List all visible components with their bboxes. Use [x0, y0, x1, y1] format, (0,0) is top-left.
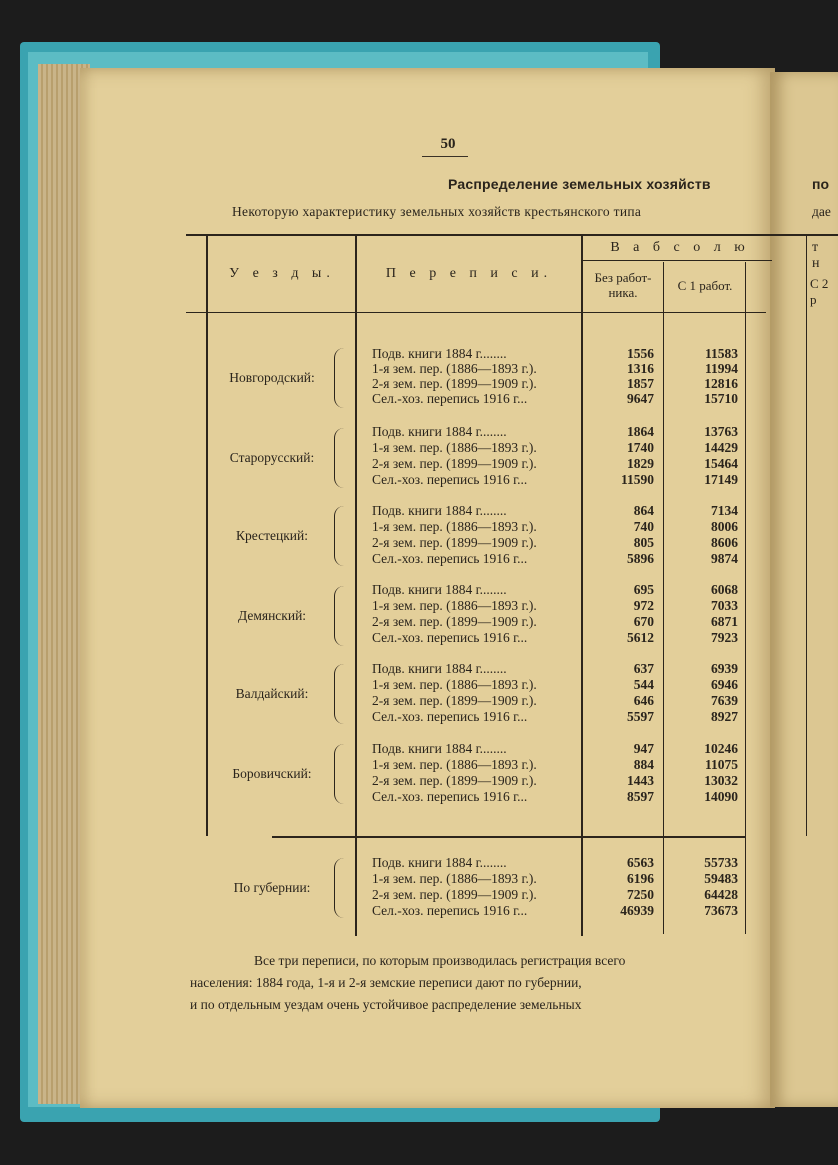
value-without-worker: 884	[633, 757, 654, 772]
value-without-worker: 8597	[627, 789, 654, 804]
page-number-rule	[422, 156, 468, 157]
district-label: Валдайский:	[235, 686, 309, 701]
value-without-worker: 6563	[627, 855, 654, 870]
value-without-worker: 1316	[627, 361, 654, 376]
value-one-worker: 10246	[704, 741, 738, 756]
value-one-worker: 6946	[711, 677, 738, 692]
district-census-divider	[355, 236, 357, 936]
value-one-worker: 13763	[704, 424, 738, 439]
total-separator-rule	[272, 836, 746, 838]
header-one-worker: С 1 работ.	[677, 278, 733, 293]
group-header-rule	[582, 260, 772, 261]
census-cell: Подв. книги 1884 г........	[372, 503, 507, 518]
value-one-worker: 17149	[704, 472, 738, 487]
value-without-worker: 1740	[627, 440, 654, 455]
value-one-worker: 59483	[704, 871, 738, 886]
census-cell: Сел.-хоз. перепись 1916 г...	[372, 709, 528, 724]
value-one-worker: 64428	[704, 887, 738, 902]
table-header-bottom-rule	[186, 312, 766, 313]
census-cell: Подв. книги 1884 г........	[372, 661, 507, 676]
value-one-worker: 14090	[704, 789, 738, 804]
group-brace	[334, 586, 345, 646]
header-censuses: П е р е п и с и.	[385, 266, 553, 281]
district-label: Новгородский:	[229, 370, 315, 385]
value-one-worker: 55733	[704, 855, 738, 870]
value-without-worker: 1556	[627, 346, 654, 361]
census-cell: 2-я зем. пер. (1899—1909 г.).	[372, 376, 537, 391]
census-cell: 1-я зем. пер. (1886—1893 г.).	[372, 757, 537, 772]
value-without-worker: 5597	[627, 709, 654, 724]
value-without-worker: 1443	[627, 773, 654, 788]
census-cell: Подв. книги 1884 г........	[372, 741, 507, 756]
value-one-worker: 15710	[704, 391, 738, 406]
census-cell: Подв. книги 1884 г........	[372, 855, 507, 870]
group-brace	[334, 506, 345, 566]
value-one-worker: 8606	[711, 535, 738, 550]
value-without-worker: 646	[633, 693, 654, 708]
district-label: Демянский:	[237, 608, 307, 623]
census-cell: 1-я зем. пер. (1886—1893 г.).	[372, 677, 537, 692]
census-cell: 2-я зем. пер. (1899—1909 г.).	[372, 535, 537, 550]
footer-line: и по отдельным уездам очень устойчивое распределение земельных	[190, 997, 582, 1012]
census-cell: Сел.-хоз. перепись 1916 г...	[372, 903, 528, 918]
census-cell: 2-я зем. пер. (1899—1909 г.).	[372, 456, 537, 471]
census-cell: 1-я зем. пер. (1886—1893 г.).	[372, 440, 537, 455]
header-without-worker: Без работ-ника.	[594, 270, 652, 300]
page-heading: Распределение земельных хозяйств	[448, 176, 711, 192]
value-without-worker: 864	[633, 503, 654, 518]
census-cell: 2-я зем. пер. (1899—1909 г.).	[372, 693, 537, 708]
value-without-worker: 9647	[627, 391, 654, 406]
group-brace	[334, 744, 345, 804]
value-one-worker: 9874	[711, 551, 738, 566]
value-without-worker: 7250	[627, 887, 654, 902]
header-districts: У е з д ы.	[229, 266, 335, 281]
value-without-worker: 947	[633, 741, 654, 756]
value-without-worker: 5896	[627, 551, 654, 566]
census-cell: 1-я зем. пер. (1886—1893 г.).	[372, 361, 537, 376]
value-one-worker: 6871	[711, 614, 738, 629]
value-without-worker: 740	[633, 519, 654, 534]
right-page-intro-fragment: дае	[812, 204, 831, 219]
value-one-worker: 13032	[704, 773, 738, 788]
right-page-group-fragment: т н	[812, 240, 823, 271]
value-without-worker: 637	[633, 661, 654, 676]
census-cell: Подв. книги 1884 г........	[372, 424, 507, 439]
census-cell: Сел.-хоз. перепись 1916 г...	[372, 789, 528, 804]
census-cell: Подв. книги 1884 г........	[372, 582, 507, 597]
value-without-worker: 972	[633, 598, 654, 613]
col-b-right-divider	[745, 262, 746, 934]
page-number: 50	[440, 136, 456, 152]
value-without-worker: 1857	[627, 376, 654, 391]
district-label: Старорусский:	[229, 450, 315, 465]
footer-line: Все три переписи, по которым производилась регистрация всего	[254, 953, 626, 968]
group-brace	[334, 348, 345, 408]
census-cell: Подв. книги 1884 г........	[372, 346, 507, 361]
census-cell: Сел.-хоз. перепись 1916 г...	[372, 630, 528, 645]
value-without-worker: 1829	[627, 456, 654, 471]
census-cell: 1-я зем. пер. (1886—1893 г.).	[372, 871, 537, 886]
value-one-worker: 7923	[711, 630, 738, 645]
value-one-worker: 7134	[711, 503, 738, 518]
right-page-column-fragment: С 2 р	[810, 276, 829, 307]
value-one-worker: 7639	[711, 693, 738, 708]
right-page	[770, 72, 838, 1107]
value-without-worker: 805	[633, 535, 654, 550]
value-without-worker: 544	[633, 677, 654, 692]
value-without-worker: 1864	[627, 424, 654, 439]
header-absolute-group: В а б с о л ю	[610, 240, 750, 255]
value-without-worker: 11590	[620, 472, 654, 487]
right-page-divider	[806, 236, 807, 836]
left-border	[206, 236, 208, 836]
value-one-worker: 8927	[711, 709, 738, 724]
census-cell: 1-я зем. пер. (1886—1893 г.).	[372, 519, 537, 534]
value-one-worker: 6939	[711, 661, 738, 676]
value-without-worker: 695	[633, 582, 654, 597]
group-brace	[334, 428, 345, 488]
value-one-worker: 6068	[711, 582, 738, 597]
value-one-worker: 14429	[704, 440, 738, 455]
district-label-total: По губернии:	[233, 880, 311, 895]
value-without-worker: 5612	[627, 630, 654, 645]
district-label: Крестецкий:	[236, 528, 308, 543]
district-label: Боровичский:	[232, 766, 312, 781]
census-cell: Сел.-хоз. перепись 1916 г...	[372, 472, 528, 487]
value-without-worker: 46939	[620, 903, 654, 918]
value-one-worker: 8006	[711, 519, 738, 534]
value-one-worker: 15464	[704, 456, 738, 471]
value-without-worker: 670	[633, 614, 654, 629]
value-one-worker: 11994	[704, 361, 738, 376]
census-cell: Сел.-хоз. перепись 1916 г...	[372, 391, 528, 406]
value-one-worker: 12816	[704, 376, 738, 391]
group-brace	[334, 664, 345, 724]
group-brace	[334, 858, 345, 918]
value-one-worker: 11075	[704, 757, 738, 772]
intro-text: Некоторую характеристику земельных хозяйств крестьянского типа	[232, 204, 642, 219]
census-cell: 2-я зем. пер. (1899—1909 г.).	[372, 887, 537, 902]
value-without-worker: 6196	[627, 871, 654, 886]
value-one-worker: 73673	[704, 903, 738, 918]
table-top-rule	[186, 234, 838, 236]
census-cell: 2-я зем. пер. (1899—1909 г.).	[372, 773, 537, 788]
right-page-heading-fragment: по	[812, 176, 830, 192]
value-one-worker: 11583	[704, 346, 738, 361]
footer-line: населения: 1884 года, 1-я и 2-я земские переписи дают по губернии,	[190, 975, 582, 990]
value-one-worker: 7033	[711, 598, 738, 613]
col-a-b-divider	[663, 262, 664, 934]
footer-paragraph	[190, 950, 730, 1016]
census-cell: 1-я зем. пер. (1886—1893 г.).	[372, 598, 537, 613]
census-cell: 2-я зем. пер. (1899—1909 г.).	[372, 614, 537, 629]
census-cell: Сел.-хоз. перепись 1916 г...	[372, 551, 528, 566]
